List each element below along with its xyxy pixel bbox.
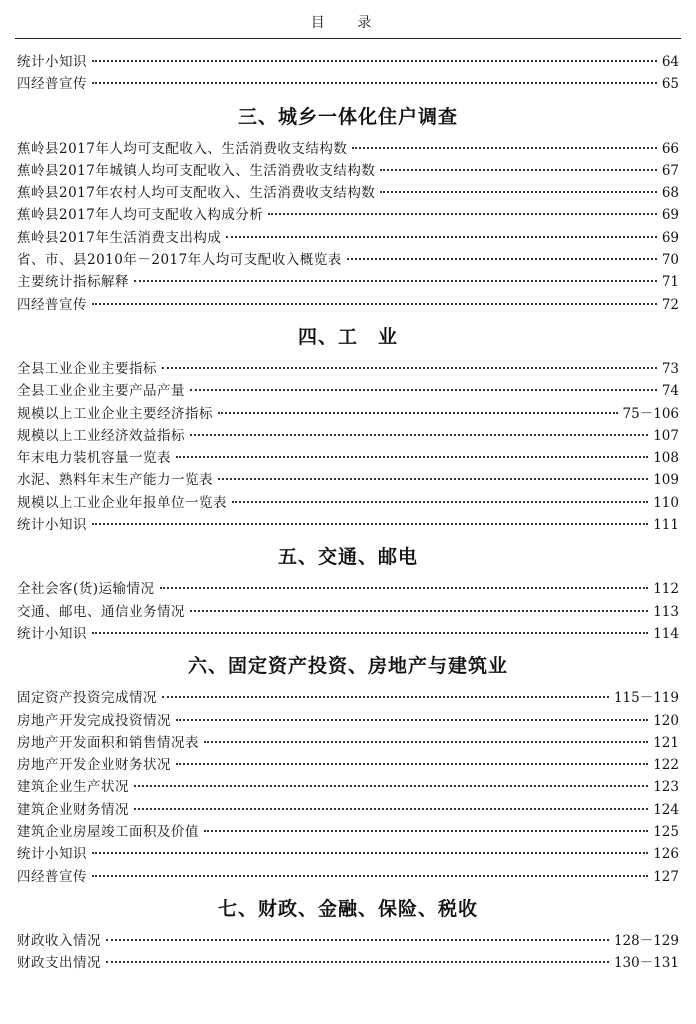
- toc-entry-page: 113: [653, 603, 679, 620]
- toc-entry-page: 126: [653, 846, 679, 863]
- toc-entry[interactable]: [17, 930, 679, 952]
- toc-entry-page: 114: [653, 625, 679, 642]
- toc-entry[interactable]: [17, 160, 679, 182]
- toc-entry[interactable]: [17, 358, 679, 380]
- dot-leader: [352, 147, 656, 149]
- toc-entry[interactable]: [17, 821, 679, 843]
- section-heading: 六、固定资产投资、房地产与建筑业: [187, 655, 508, 678]
- toc-entry-title: 房地产开发完成投资情况: [17, 712, 171, 729]
- toc-entry-page: 70: [661, 252, 679, 269]
- toc-entry-title: 统计小知识: [17, 517, 87, 534]
- dot-leader: [218, 478, 648, 480]
- dot-leader: [106, 961, 609, 963]
- dot-leader: [347, 258, 657, 260]
- toc-entry-page: 69: [661, 229, 679, 246]
- toc-entry[interactable]: [17, 271, 679, 293]
- toc-entry-title: 统计小知识: [17, 625, 87, 642]
- dot-leader: [134, 808, 648, 810]
- toc-entry[interactable]: [17, 380, 679, 402]
- section-heading: 七、财政、金融、保险、税收: [217, 897, 478, 920]
- dot-leader: [218, 412, 618, 414]
- toc-entry-page: 121: [653, 734, 679, 751]
- toc-entry-title: 统计小知识: [17, 846, 87, 863]
- toc-list: [17, 51, 679, 975]
- toc-entry[interactable]: [17, 799, 679, 821]
- toc-entry-page: 115－119: [613, 690, 679, 707]
- toc-entry-page: 66: [661, 140, 679, 157]
- toc-entry-page: 130－131: [613, 955, 679, 972]
- toc-entry-title: 全县工业企业主要指标: [17, 360, 157, 377]
- toc-entry-page: 128－129: [613, 932, 679, 949]
- toc-entry-title: 规模以上工业经济效益指标: [17, 427, 185, 444]
- toc-entry-title: 全县工业企业主要产品产量: [17, 383, 185, 400]
- toc-entry[interactable]: [17, 447, 679, 469]
- page-header: 目 录: [310, 15, 386, 31]
- toc-entry-page: 112: [653, 581, 679, 598]
- toc-entry-title: 固定资产投资完成情况: [17, 690, 157, 707]
- dot-leader: [176, 456, 648, 458]
- toc-entry-title: 统计小知识: [17, 54, 87, 70]
- toc-entry[interactable]: [17, 601, 679, 623]
- toc-entry-page: 65: [661, 76, 679, 93]
- toc-entry-title: 规模以上工业企业主要经济指标: [17, 405, 213, 422]
- dot-leader: [92, 60, 657, 62]
- toc-entry[interactable]: [17, 403, 679, 425]
- toc-entry[interactable]: [17, 952, 679, 974]
- toc-entry-page: 64: [661, 54, 679, 70]
- toc-entry-title: 蕉岭县2017年人均可支配收入构成分析: [17, 207, 264, 224]
- toc-entry-page: 108: [653, 450, 679, 467]
- dot-leader: [190, 389, 657, 391]
- dot-leader: [92, 632, 648, 634]
- toc-entry[interactable]: [17, 776, 679, 798]
- toc-entry[interactable]: [17, 492, 679, 514]
- toc-entry-title: 四经普宣传: [17, 76, 87, 93]
- toc-entry[interactable]: [17, 73, 679, 95]
- toc-entry-title: 四经普宣传: [17, 296, 87, 313]
- section-heading: 五、交通、邮电: [277, 546, 418, 569]
- dot-leader: [176, 719, 648, 721]
- toc-entry[interactable]: [17, 578, 679, 600]
- dot-leader: [160, 587, 649, 589]
- toc-entry-page: 127: [653, 868, 679, 885]
- dot-leader: [92, 852, 648, 854]
- toc-entry-page: 109: [653, 472, 679, 489]
- toc-entry-page: 73: [661, 360, 679, 377]
- toc-entry[interactable]: [17, 227, 679, 249]
- dot-leader: [106, 939, 609, 941]
- toc-entry[interactable]: [17, 710, 679, 732]
- dot-leader: [204, 830, 648, 832]
- dot-leader: [226, 236, 656, 238]
- toc-entry-page: 68: [661, 185, 679, 202]
- toc-entry-title: 主要统计指标解释: [17, 274, 129, 291]
- toc-entry-title: 房地产开发企业财务状况: [17, 757, 171, 774]
- toc-entry-page: 125: [653, 824, 679, 841]
- dot-leader: [204, 741, 648, 743]
- toc-entry[interactable]: [17, 732, 679, 754]
- toc-entry-title: 蕉岭县2017年农村人均可支配收入、生活消费收支结构数: [17, 185, 376, 202]
- toc-entry-title: 建筑企业财务情况: [17, 801, 129, 818]
- toc-entry[interactable]: [17, 425, 679, 447]
- toc-entry[interactable]: [17, 843, 679, 865]
- dot-leader: [92, 82, 657, 84]
- toc-entry[interactable]: [17, 138, 679, 160]
- toc-entry[interactable]: [17, 514, 679, 536]
- dot-leader: [380, 191, 656, 193]
- dot-leader: [162, 367, 657, 369]
- section-heading: 三、城乡一体化住户调查: [237, 105, 458, 128]
- toc-entry-title: 财政支出情况: [17, 955, 101, 972]
- toc-entry-title: 水泥、熟料年末生产能力一览表: [17, 472, 213, 489]
- toc-entry[interactable]: [17, 249, 679, 271]
- toc-entry[interactable]: [17, 51, 679, 73]
- toc-entry-title: 规模以上工业企业年报单位一览表: [17, 494, 227, 511]
- toc-entry-title: 蕉岭县2017年城镇人均可支配收入、生活消费收支结构数: [17, 162, 376, 179]
- toc-entry-page: 75－106: [622, 405, 679, 422]
- toc-entry-page: 110: [653, 494, 679, 511]
- toc-entry-page: 107: [653, 427, 679, 444]
- toc-entry-page: 67: [661, 162, 679, 179]
- toc-entry-page: 111: [653, 517, 679, 534]
- toc-entry-title: 年末电力装机容量一览表: [17, 450, 171, 467]
- toc-entry-title: 蕉岭县2017年人均可支配收入、生活消费收支结构数: [17, 140, 348, 157]
- toc-entry-title: 四经普宣传: [17, 868, 87, 885]
- toc-entry[interactable]: [17, 754, 679, 776]
- section-heading: 四、工 业: [297, 325, 398, 348]
- dot-leader: [232, 501, 648, 503]
- toc-entry[interactable]: [17, 182, 679, 204]
- toc-entry-page: 74: [661, 383, 679, 400]
- toc-entry-title: 建筑企业生产状况: [17, 779, 129, 796]
- toc-entry-page: 124: [653, 801, 679, 818]
- toc-entry-title: 交通、邮电、通信业务情况: [17, 603, 185, 620]
- dot-leader: [380, 169, 656, 171]
- toc-entry[interactable]: [17, 687, 679, 709]
- dot-leader: [92, 523, 648, 525]
- toc-entry-title: 建筑企业房屋竣工面积及价值: [17, 824, 199, 841]
- toc-entry[interactable]: [17, 469, 679, 491]
- toc-entry-page: 122: [653, 757, 679, 774]
- dot-leader: [268, 213, 656, 215]
- toc-entry[interactable]: [17, 204, 679, 226]
- toc-entry-title: 省、市、县2010年－2017年人均可支配收入概览表: [17, 252, 342, 269]
- dot-leader: [190, 610, 648, 612]
- dot-leader: [190, 434, 648, 436]
- header-rule: [15, 38, 681, 39]
- toc-entry-page: 71: [661, 274, 679, 291]
- toc-entry-title: 财政收入情况: [17, 932, 101, 949]
- dot-leader: [162, 696, 609, 698]
- toc-entry-page: 72: [661, 296, 679, 313]
- dot-leader: [176, 763, 648, 765]
- toc-entry-title: 房地产开发面积和销售情况表: [17, 734, 199, 751]
- toc-entry-page: 69: [661, 207, 679, 224]
- dot-leader: [92, 875, 648, 877]
- toc-entry-title: 蕉岭县2017年生活消费支出构成: [17, 229, 222, 246]
- toc-entry-page: 123: [653, 779, 679, 796]
- dot-leader: [134, 785, 648, 787]
- toc-entry[interactable]: [17, 623, 679, 645]
- toc-entry[interactable]: [17, 294, 679, 316]
- toc-entry-title: 全社会客(货)运输情况: [17, 581, 155, 598]
- toc-entry[interactable]: [17, 866, 679, 888]
- dot-leader: [92, 303, 657, 305]
- toc-entry-page: 120: [653, 712, 679, 729]
- dot-leader: [134, 280, 657, 282]
